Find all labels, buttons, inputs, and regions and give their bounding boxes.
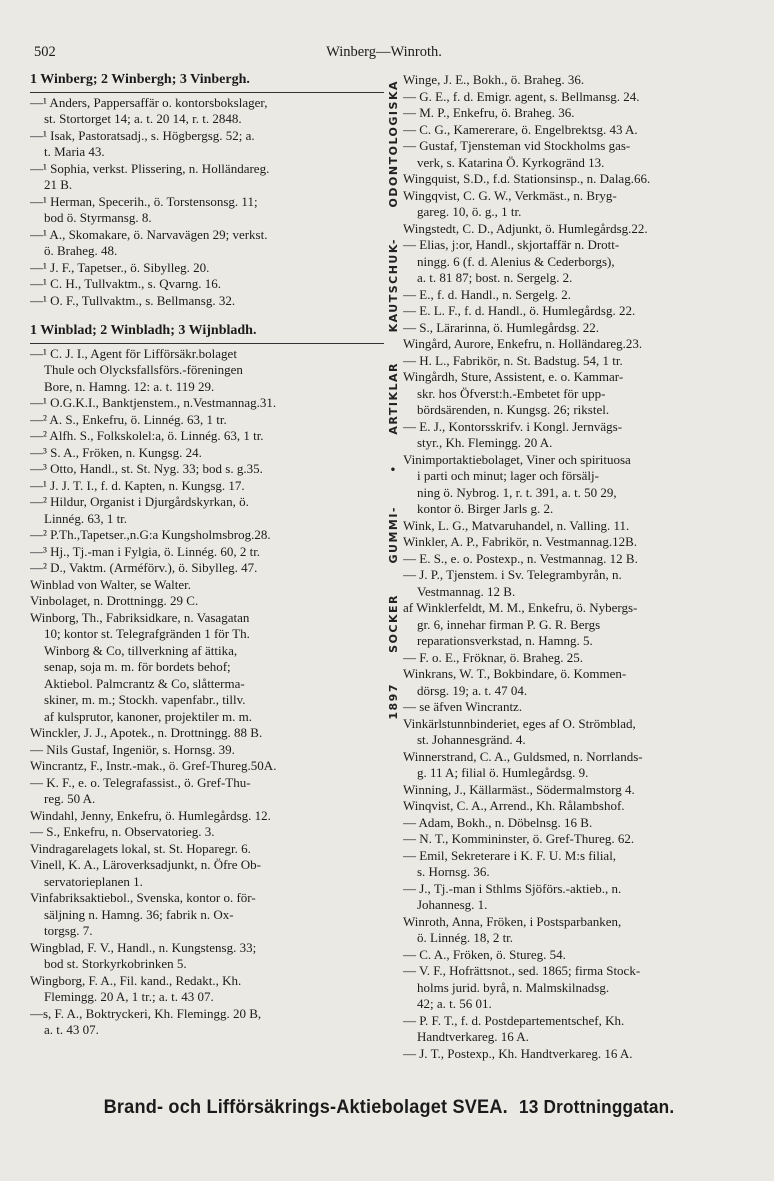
directory-line: — Adam, Bokh., n. Döbelnsg. 16 B. — [403, 814, 593, 830]
directory-line: bördsärenden, n. Kungsg. 26; rikstel. — [417, 402, 610, 417]
directory-line: t. Maria 43. — [44, 144, 105, 159]
directory-line: —³ S. A., Fröken, n. Kungsg. 24. — [30, 444, 202, 460]
section-rule — [30, 92, 384, 93]
directory-line: af kulsprutor, kanoner, projektiler m. m. — [44, 708, 252, 724]
directory-line: —² Hildur, Organist i Djurgårdskyrkan, ö. — [30, 494, 249, 509]
directory-line: Winqvist, C. A., Arrend., Kh. Rålambshof. — [403, 798, 625, 813]
directory-line: a. t. 81 87; bost. n. Sergelg. 2. — [417, 270, 573, 285]
spine-segment: 1897 — [386, 683, 400, 720]
directory-line: holms jurid. byrå, n. Malmskilnadsg. — [417, 979, 610, 995]
directory-line: skiner, m. m.; Stockh. vapenfabr., tillv. — [44, 692, 246, 707]
directory-line: —¹ O.G.K.I., Banktjenstem., n.Vestmannag.31. — [30, 395, 277, 410]
directory-line: —s, F. A., Boktryckeri, Kh. Flemingg. 20 B, — [30, 1005, 262, 1021]
directory-line: 10; kontor st. Telegrafgränden 1 för Th. — [44, 626, 250, 641]
directory-line: —¹ Sophia, verkst. Plissering, n. Holländareg. — [30, 160, 270, 176]
spine-segment: ARTIKLAR — [386, 362, 400, 435]
section-rule — [30, 343, 384, 344]
footer-address: 13 Drottninggatan. — [519, 1096, 675, 1117]
directory-line: s. Hornsg. 36. — [417, 864, 490, 879]
directory-line: Aktiebol. Palmcrantz & Co, slåtterma- — [44, 675, 245, 691]
footer-company: Brand- och Lifförsäkrings-Aktiebolaget SVEA. — [103, 1096, 508, 1118]
directory-line: Bore, n. Hamng. 12: a. t. 119 29. — [44, 378, 215, 394]
directory-line: —² D., Vaktm. (Arméförv.), ö. Sibylleg. 47. — [30, 560, 258, 575]
directory-line: Vinkärlstunnbinderiet, eges af O. Strömblad, — [403, 715, 636, 731]
directory-line: Winkler, A. P., Fabrikör, n. Vestmannag.12B. — [403, 534, 637, 549]
section-heading: 1 Winberg; 2 Winbergh; 3 Vinbergh. — [30, 72, 250, 87]
directory-line: Vinbolaget, n. Drottningg. 29 C. — [30, 593, 199, 608]
directory-line: Winkrans, W. T., Bokbindare, ö. Kommen- — [403, 666, 627, 681]
directory-line: — S., Enkefru, n. Observatorieg. 3. — [30, 824, 215, 839]
directory-line: a. t. 43 07. — [44, 1022, 99, 1037]
directory-line: Wink, L. G., Matvaruhandel, n. Valling. 11. — [403, 517, 630, 533]
directory-line: Handtverkareg. 16 A. — [417, 1029, 529, 1044]
directory-line: — se äfven Wincrantz. — [403, 699, 523, 714]
directory-line: Flemingg. 20 A, 1 tr.; a. t. 43 07. — [44, 989, 214, 1004]
directory-line: gareg. 10, ö. g., 1 tr. — [417, 204, 522, 219]
directory-line: 21 B. — [44, 177, 73, 192]
directory-line: verk, s. Katarina Ö. Kyrkogränd 13. — [417, 154, 605, 170]
directory-line: af Winklerfeldt, M. M., Enkefru, ö. Nybergs- — [403, 600, 638, 615]
directory-line: — C. A., Fröken, ö. Stureg. 54. — [403, 946, 566, 962]
directory-line: — Gustaf, Tjensteman vid Stockholms gas- — [403, 138, 631, 153]
directory-line: —² P.Th.,Tapetser.,n.G:a Kungsholmsbrog.28. — [30, 527, 271, 542]
directory-line: — J. T., Postexp., Kh. Handtverkareg. 16 A. — [403, 1045, 633, 1061]
directory-line: — Nils Gustaf, Ingeniör, s. Hornsg. 39. — [30, 741, 235, 757]
directory-line: Wingblad, F. V., Handl., n. Kungstensg. 33; — [30, 939, 257, 955]
directory-line: ning ö. Nybrog. 1, r. t. 391, a. t. 50 29, — [417, 484, 617, 500]
directory-line: — V. F., Hofrättsnot., sed. 1865; firma Stock- — [403, 963, 641, 978]
right-column — [403, 72, 755, 1062]
directory-line: — S., Lärarinna, ö. Humlegårdsg. 22. — [403, 319, 600, 335]
directory-line: styr., Kh. Flemingg. 20 A. — [417, 435, 553, 450]
directory-line: — J. P., Tjenstem. i Sv. Telegrambyrån, n. — [403, 567, 622, 582]
directory-line: i parti och minut; lager och försälj- — [417, 468, 599, 483]
directory-line: bod ö. Styrmansg. 8. — [44, 210, 152, 225]
directory-line: —¹ O. F., Tullvaktm., s. Bellmansg. 32. — [30, 292, 236, 308]
directory-line: torgsg. 7. — [44, 923, 93, 938]
section-heading: 1 Winblad; 2 Winbladh; 3 Wijnbladh. — [30, 323, 257, 338]
directory-line: — E. L. F., f. d. Handl., ö. Humlegårdsg. 22. — [403, 303, 636, 318]
directory-line: — Emil, Sekreterare i K. F. U. M:s filial, — [403, 847, 617, 863]
footer-advertisement — [59, 1096, 719, 1119]
directory-line: — J., Tj.-man i Sthlms Sjöförs.-aktieb., n. — [403, 880, 622, 896]
directory-line: Thule och Olycksfallsförs.-föreningen — [44, 362, 243, 377]
directory-line: reparationsverkstad, n. Hamng. 5. — [417, 633, 593, 648]
spine-segment: KAUTSCHUK- — [386, 237, 400, 333]
directory-line: —² Alfh. S., Folkskolel:a, ö. Linnég. 63, 1 tr. — [30, 428, 264, 443]
directory-line: ö. Braheg. 48. — [44, 243, 118, 258]
directory-line: 42; a. t. 56 01. — [417, 996, 492, 1011]
directory-line: —¹ J. F., Tapetser., ö. Sibylleg. 20. — [30, 259, 210, 275]
directory-line: st. Stortorget 14; a. t. 20 14, r. t. 2848. — [44, 111, 242, 126]
directory-line: senap, soja m. m. för bordets behof; — [44, 659, 231, 674]
directory-line: —¹ Anders, Pappersaffär o. kontorsbokslager, — [30, 94, 268, 110]
directory-line: Winnerstrand, C. A., Guldsmed, n. Norrlands- — [403, 748, 643, 764]
directory-line: ö. Linnég. 18, 2 tr. — [417, 930, 514, 945]
directory-line: gr. 6, innehar firman P. G. R. Bergs — [417, 616, 601, 632]
directory-line: —¹ C. H., Tullvaktm., s. Qvarng. 16. — [30, 276, 221, 291]
directory-line: säljning n. Hamng. 36; fabrik n. Ox- — [44, 906, 234, 922]
directory-line: Johannesg. 1. — [417, 897, 488, 912]
directory-line: reg. 50 A. — [44, 791, 96, 806]
spine-advertisement — [386, 80, 400, 720]
directory-line: — P. F. T., f. d. Postdepartementschef, Kh. — [403, 1012, 625, 1028]
directory-line: — M. P., Enkefru, ö. Braheg. 36. — [403, 105, 575, 120]
directory-line: st. Johannesgränd. 4. — [417, 732, 526, 747]
directory-line: —² A. S., Enkefru, ö. Linnég. 63, 1 tr. — [30, 411, 227, 427]
directory-line: Windahl, Jenny, Enkefru, ö. Humlegårdsg. 12. — [30, 807, 271, 823]
directory-line: Winning, J., Källarmäst., Södermalmstorg 4. — [403, 781, 635, 797]
directory-line: Wingqvist, C. G. W., Verkmäst., n. Bryg- — [403, 187, 617, 203]
directory-line: — Elias, j:or, Handl., skjortaffär n. Drott- — [403, 237, 620, 252]
directory-line: kontor ö. Birger Jarls g. 2. — [417, 501, 554, 516]
left-column — [30, 72, 384, 1039]
directory-line: Vindragarelagets lokal, st. St. Hoparegr. 6. — [30, 840, 251, 856]
directory-line: —¹ A., Skomakare, ö. Narvavägen 29; verkst. — [30, 226, 268, 242]
spine-segment: GUMMI- — [386, 506, 400, 564]
directory-line: — G. E., f. d. Emigr. agent, s. Bellmansg. 24. — [403, 88, 640, 104]
directory-line: — E., f. d. Handl., n. Sergelg. 2. — [403, 286, 572, 302]
directory-line: —¹ C. J. I., Agent för Lifförsäkr.bolaget — [30, 345, 237, 361]
spine-bullet: • — [389, 465, 397, 477]
directory-line: — C. G., Kamererare, ö. Engelbrektsg. 43 A. — [403, 121, 638, 137]
directory-line: Vinfabriksaktiebol., Svenska, kontor o. för- — [30, 890, 256, 905]
directory-line: dörsg. 19; a. t. 47 04. — [417, 682, 528, 698]
directory-line: — K. F., e. o. Telegrafassist., ö. Gref-Thu- — [30, 774, 251, 790]
directory-line: Wingquist, S.D., f.d. Stationsinsp., n. Dalag.66. — [403, 171, 651, 186]
directory-line: Winge, J. E., Bokh., ö. Braheg. 36. — [403, 72, 585, 87]
directory-line: skr. hos Öfverst:h.-Embetet för upp- — [417, 385, 606, 401]
directory-line: Winroth, Anna, Fröken, i Postsparbanken, — [403, 913, 622, 929]
directory-line: —¹ Herman, Specerih., ö. Torstensonsg. 11; — [30, 193, 258, 209]
directory-line: — F. o. E., Fröknar, ö. Braheg. 25. — [403, 649, 584, 665]
directory-line: —¹ Isak, Pastoratsadj., s. Högbergsg. 52; a. — [30, 127, 255, 143]
directory-line: — E. J., Kontorsskrifv. i Kongl. Jernvägs- — [403, 418, 623, 434]
directory-line: Vestmannag. 12 B. — [417, 583, 516, 599]
spine-segment: ODONTOLOGISKA — [386, 80, 400, 208]
directory-line: Vinell, K. A., Läroverksadjunkt, n. Öfre Ob- — [30, 857, 261, 872]
directory-line: —¹ J. J. T. I., f. d. Kapten, n. Kungsg. 17. — [30, 477, 245, 493]
directory-line: Winborg & Co, tillverkning af ättika, — [44, 642, 238, 658]
directory-line: —³ Otto, Handl., st. St. Nyg. 33; bod s. g.35. — [30, 461, 263, 476]
directory-line: Wingårdh, Sture, Assistent, e. o. Kammar- — [403, 369, 624, 384]
directory-line: — N. T., Kommininster, ö. Gref-Thureg. 62. — [403, 831, 635, 846]
directory-line: —³ Hj., Tj.-man i Fylgia, ö. Linnég. 60, 2 tr. — [30, 543, 261, 559]
directory-line: servatorieplanen 1. — [44, 873, 143, 889]
directory-line: bod st. Storkyrkobrinken 5. — [44, 956, 187, 971]
section-gap — [30, 309, 384, 323]
page-number: 502 — [34, 44, 56, 60]
directory-line: Wingborg, F. A., Fil. kand., Redakt., Kh. — [30, 972, 242, 988]
directory-line: — H. L., Fabrikör, n. St. Badstug. 54, 1 tr. — [403, 352, 623, 368]
directory-line: Wincrantz, F., Instr.-mak., ö. Gref-Thureg.50A. — [30, 758, 277, 773]
directory-line: Linnég. 63, 1 tr. — [44, 510, 128, 526]
directory-line: Wingstedt, C. D., Adjunkt, ö. Humlegårdsg.22. — [403, 220, 648, 236]
directory-line: g. 11 A; filial ö. Humlegårdsg. 9. — [417, 765, 589, 780]
running-head: Winberg—Winroth. — [326, 44, 442, 60]
directory-line: ningg. 6 (f. d. Alenius & Cederborgs), — [417, 253, 615, 269]
directory-line: Winckler, J. J., Apotek., n. Drottningg. 88 B. — [30, 725, 263, 740]
directory-line: Vinimportaktiebolaget, Viner och spirituosa — [403, 451, 631, 467]
directory-line: Winblad von Walter, se Walter. — [30, 576, 192, 592]
spine-segment: SOCKER — [386, 594, 400, 654]
page-header — [34, 44, 734, 66]
directory-line: Wingård, Aurore, Enkefru, n. Holländareg.23. — [403, 336, 643, 351]
directory-line: — E. S., e. o. Postexp., n. Vestmannag. 12 B. — [403, 550, 638, 566]
directory-line: Winborg, Th., Fabriksidkare, n. Vasagatan — [30, 609, 250, 625]
